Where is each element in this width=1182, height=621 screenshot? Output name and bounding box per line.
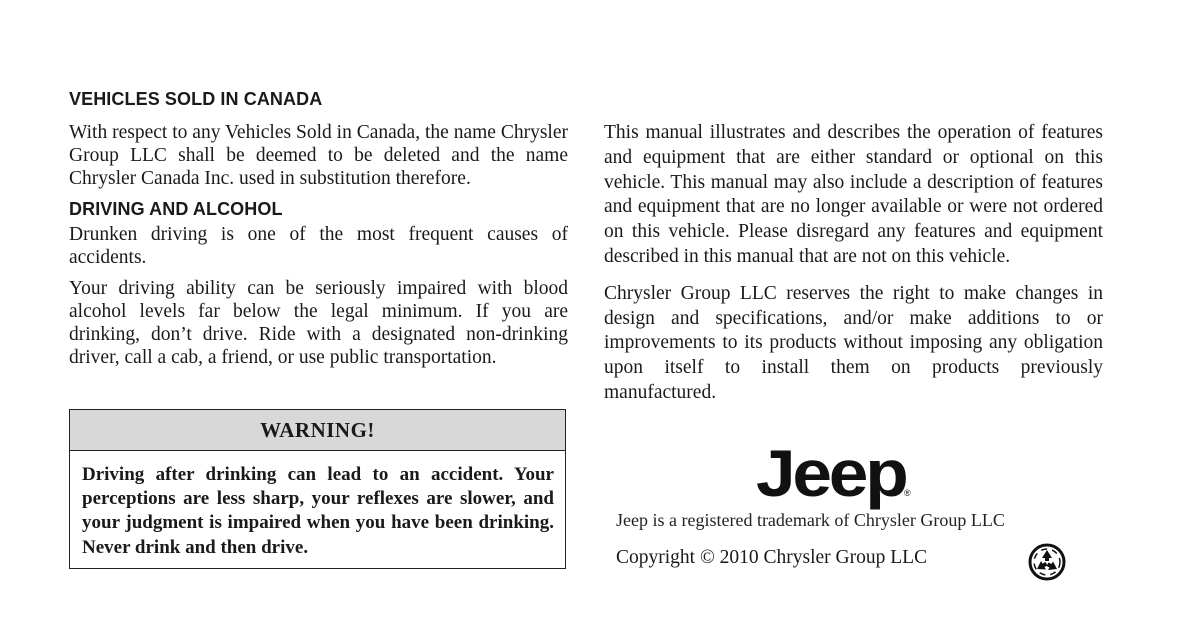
paragraph-driving-ability: Your driving ability can be seriously impaired with blood alcohol levels far below the legal minimum. If you are drinking, don’t drive. Ride with a designated non-drinking driver, call a cab, a friend, or use public transportation. [69,278,568,368]
registered-mark: ® [904,488,911,498]
jeep-logo: Jeep [756,436,906,510]
left-column [69,88,568,369]
paragraph-drunken-driving: Drunken driving is one of the most frequent causes of accidents. [69,224,568,268]
copyright-notice: Copyright © 2010 Chrysler Group LLC [616,547,928,568]
paragraph-manual-description: This manual illustrates and describes the operation of features and equipment that are either standard or optional on this vehicle. This manual may also include a description of features and equipment that are no longer available or were not ordered on this vehicle. Please disregard any features and equipment described in this manual that are not on this vehicle. [604,122,1103,267]
right-column [604,121,1103,406]
warning-box [69,409,566,569]
jeep-logo-area [616,436,1056,540]
warning-body: Driving after drinking can lead to an accident. Your perceptions are less sharp, your reflexes are slower, and your judgment is impaired when you have been drinking. Never drink and then drive. [82,464,554,558]
heading-vehicles-sold-in-canada: VEHICLES SOLD IN CANADA [69,89,323,109]
warning-title: WARNING! [70,410,565,451]
trademark-notice: Jeep is a registered trademark of Chrysler Group LLC [616,510,1005,530]
recycle-icon [1028,543,1066,581]
heading-driving-and-alcohol: DRIVING AND ALCOHOL [69,199,283,219]
paragraph-canada: With respect to any Vehicles Sold in Canada, the name Chrysler Group LLC shall be deemed to be deleted and the name Chrysler Canada Inc. used in substitution therefore. [69,122,568,189]
paragraph-reserves-right: Chrysler Group LLC reserves the right to make changes in design and specifications, and/or make additions to or improvements to its products without imposing any obligation upon itself to install them on products previously manufactured. [604,282,1103,403]
